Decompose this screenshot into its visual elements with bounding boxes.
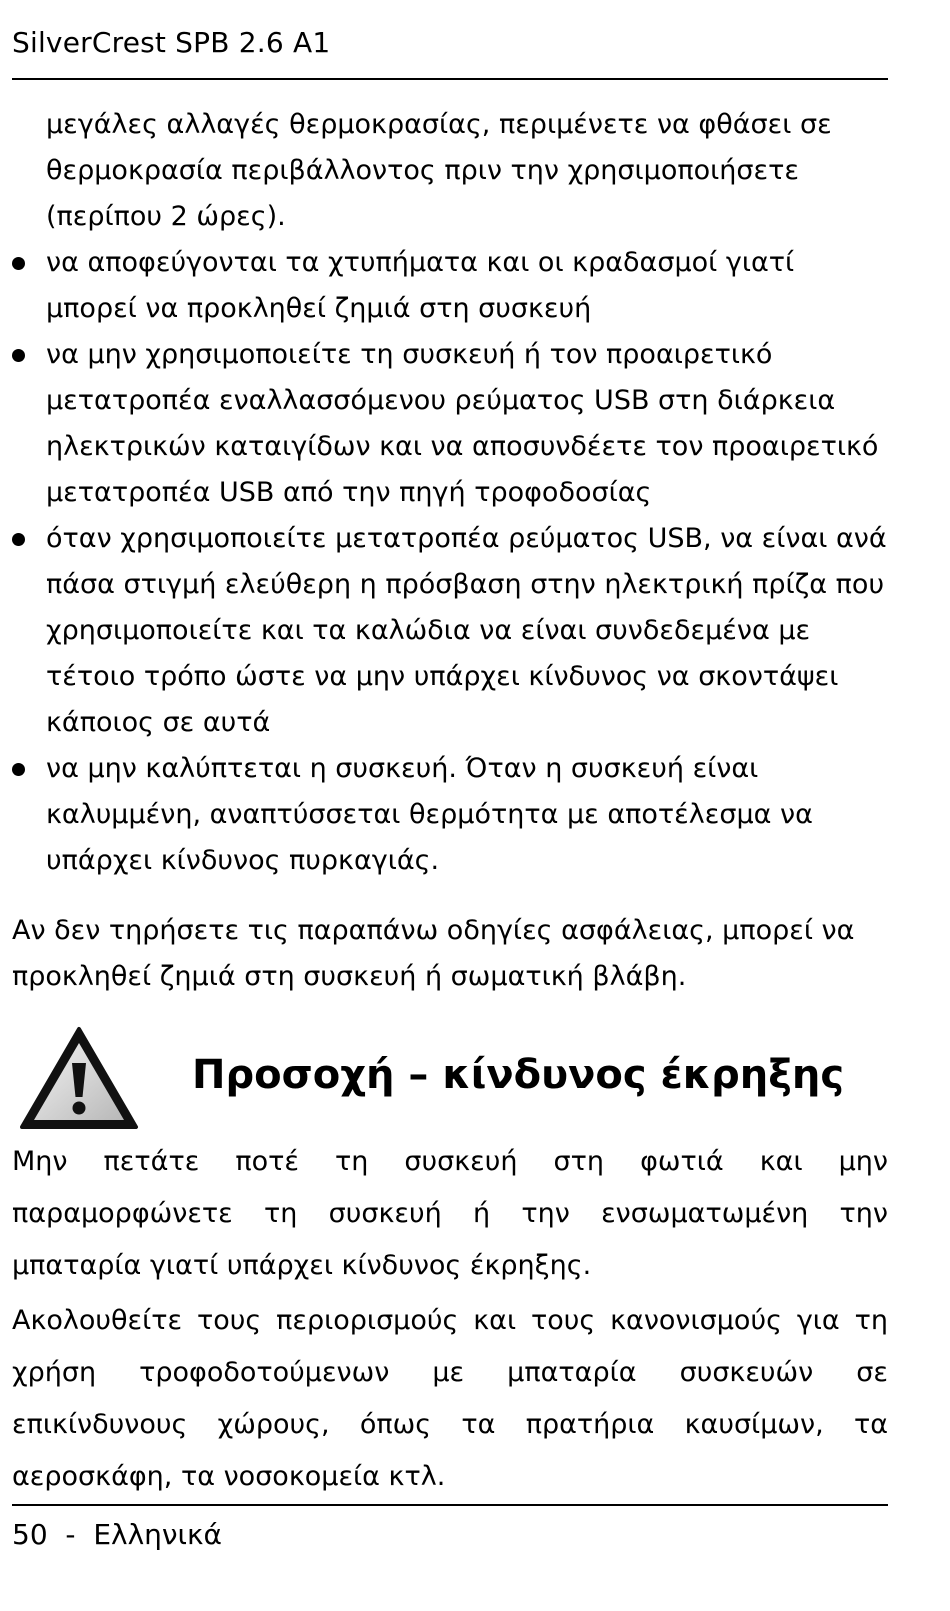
list-item-text: να μην χρησιμοποιείτε τη συσκευή ή τον προαιρετικό μετατροπέα εναλλασσόμενου ρεύματος USB στη διάρκεια ηλεκτρικών καταιγίδων και να αποσυνδέετε τον προαιρετικό μετατροπέα USB από την πηγή τροφοδοσίας xyxy=(46,339,879,508)
list-item-text: να αποφεύγονται τα χτυπήματα και οι κραδασμοί γιατί μπορεί να προκληθεί ζημιά στη συσκευή xyxy=(46,247,795,324)
page-footer: 50 - Ελληνικά xyxy=(12,1518,222,1551)
list-item xyxy=(12,746,888,884)
footer-divider xyxy=(12,1504,888,1506)
page-header: SilverCrest SPB 2.6 A1 xyxy=(12,26,331,59)
header-divider xyxy=(12,78,888,80)
warning-paragraph-restrictions: Ακολουθείτε τους περιορισμούς και τους κανονισμούς για τη χρήση τροφοδοτούμενων με μπαταρία συσκευών σε επικίνδυνους χώρους, όπως τα πρατήρια καυσίμων, τα αεροσκάφη, τα νοσοκομεία κτλ. xyxy=(12,1305,888,1492)
safety-list xyxy=(12,102,888,884)
bullet-icon xyxy=(12,349,25,362)
bullet-icon xyxy=(12,763,25,776)
list-item xyxy=(12,516,888,746)
list-item xyxy=(12,332,888,516)
bullet-icon xyxy=(12,533,25,546)
list-item-text: όταν χρησιμοποιείτε μετατροπέα ρεύματος USB, να είναι ανά πάσα στιγμή ελεύθερη η πρόσβαση στην ηλεκτρική πρίζα που χρησιμοποιείτε και τα καλώδια να είναι συνδεδεμένα με τέτοιο τρόπο ώστε να μην υπάρχει κίνδυνος να σκοντάψει κάποιος σε αυτά xyxy=(46,523,887,738)
warning-paragraph-fire: Μην πετάτε ποτέ τη συσκευή στη φωτιά και μην παραμορφώνετε τη συσκευή ή την ενσωματωμένη την μπαταρία γιατί υπάρχει κίνδυνος έκρηξης. xyxy=(12,1146,888,1281)
warning-triangle-icon xyxy=(18,1025,140,1133)
safety-note: Αν δεν τηρήσετε τις παραπάνω οδηγίες ασφάλειας, μπορεί να προκληθεί ζημιά στη συσκευή ή σωματική βλάβη. xyxy=(12,915,855,992)
manual-page xyxy=(12,0,888,1611)
list-item xyxy=(12,240,888,332)
warning-title: Προσοχή – κίνδυνος έκρηξης xyxy=(192,1052,845,1098)
list-continuation: μεγάλες αλλαγές θερμοκρασίας, περιμένετε να φθάσει σε θερμοκρασία περιβάλλοντος πριν την χρησιμοποιήσετε (περίπου 2 ώρες). xyxy=(46,109,832,232)
list-item-text: να μην καλύπτεται η συσκευή. Όταν η συσκευή είναι καλυμμένη, αναπτύσσεται θερμότητα με αποτέλεσμα να υπάρχει κίνδυνος πυρκαγιάς. xyxy=(46,753,813,876)
bullet-icon xyxy=(12,257,25,270)
